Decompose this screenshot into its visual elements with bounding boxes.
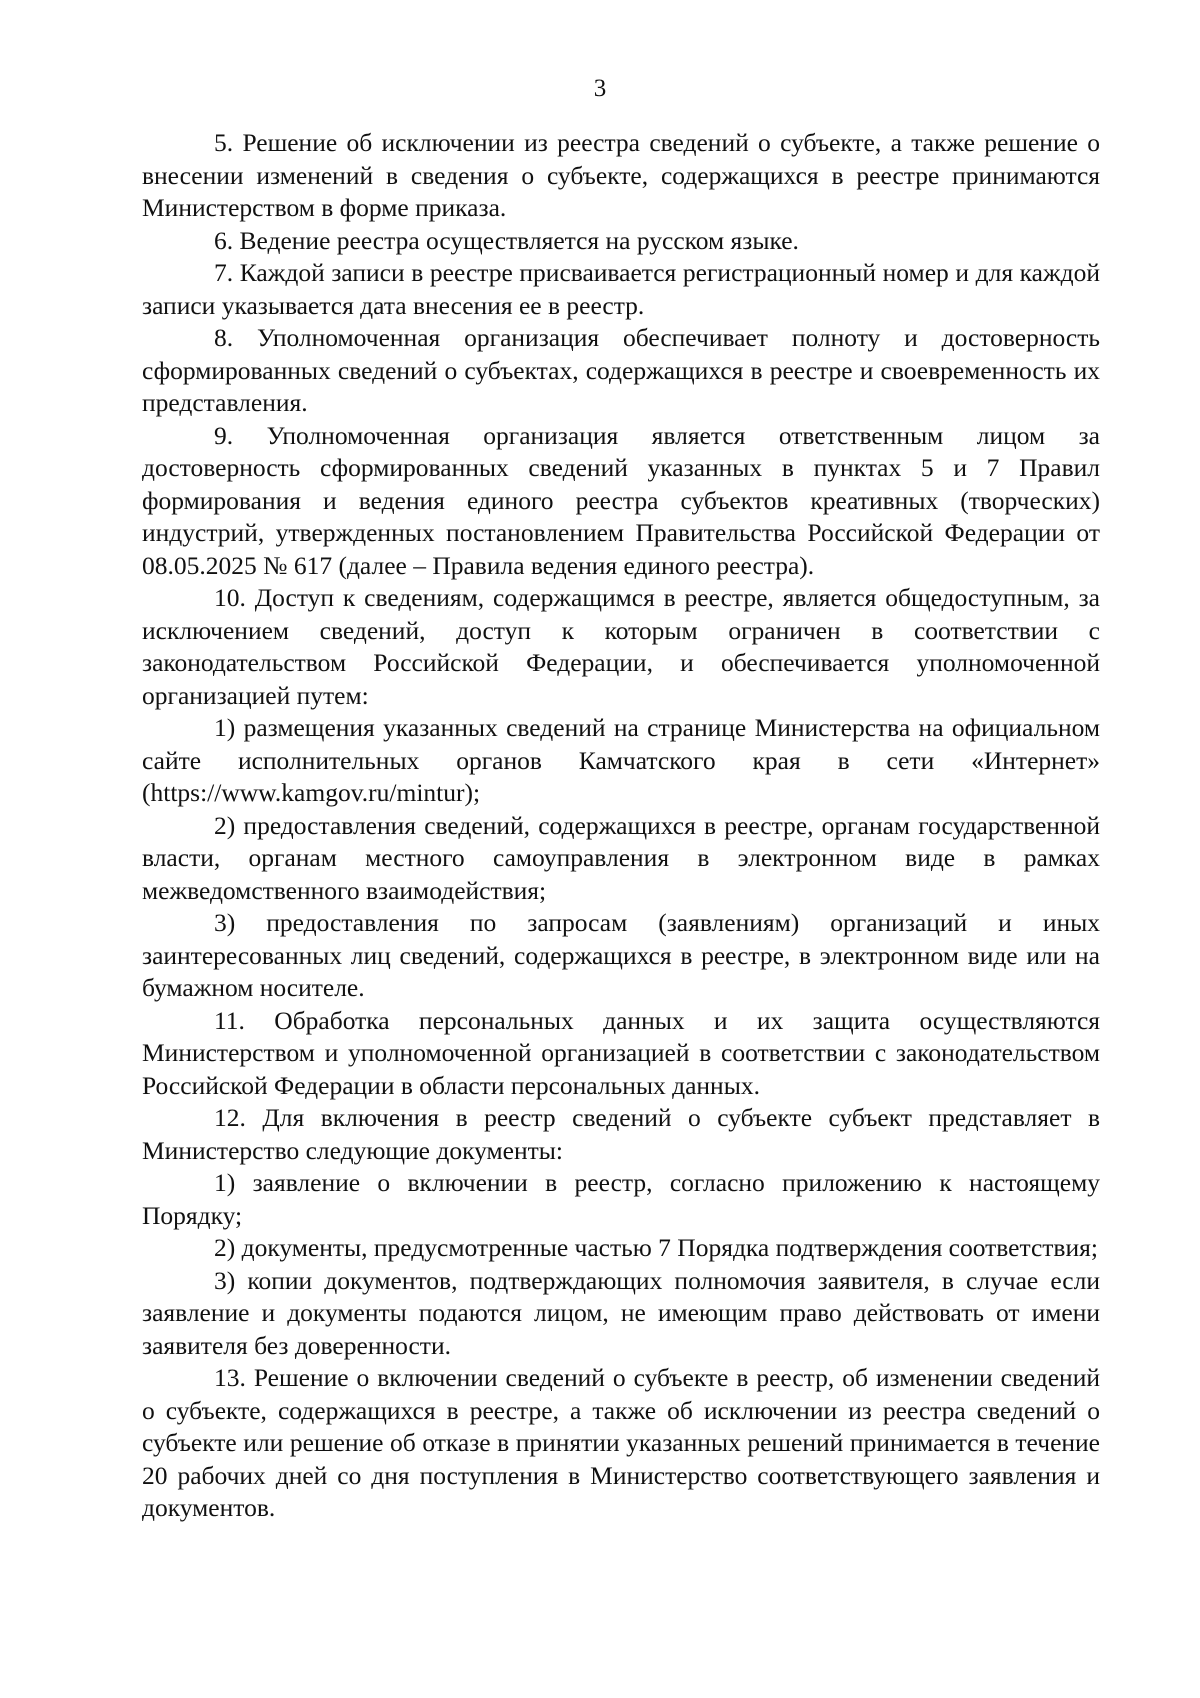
- paragraph-item-10: 10. Доступ к сведениям, содержащимся в реестре, является общедоступным, за исключением сведений, доступ к которым ограничен в соответствии с законодательством Российской Федерации, и обеспечивается уполномоченной организацией путем:: [142, 583, 1100, 710]
- subparagraph-12-1: 1) заявление о включении в реестр, согласно приложению к настоящему Порядку;: [142, 1168, 1100, 1230]
- paragraph-item-9: 9. Уполномоченная организация является ответственным лицом за достоверность сформированных сведений указанных в пунктах 5 и 7 Правил формирования и ведения единого реестра субъектов креативных (творческих) индустрий, утвержденных постановлением Правительства Российской Федерации от 08.05.2025 № 617 (далее – Правила ведения единого реестра).: [142, 420, 1100, 580]
- subparagraph-10-3: 3) предоставления по запросам (заявлениям) организаций и иных заинтересованных лиц сведений, содержащихся в реестре, в электронном виде или на бумажном носителе.: [142, 908, 1100, 1002]
- paragraph-item-12: 12. Для включения в реестр сведений о субъекте субъект представляет в Министерство следующие документы:: [142, 1103, 1100, 1165]
- paragraph-item-11: 11. Обработка персональных данных и их защита осуществляются Министерством и уполномоченной организацией в соответствии с законодательством Российской Федерации в области персональных данных.: [142, 1005, 1100, 1100]
- subparagraph-10-2: 2) предоставления сведений, содержащихся в реестре, органам государственной власти, органам местного самоуправления в электронном виде в рамках межведомственного взаимодействия;: [142, 810, 1100, 905]
- subparagraph-10-1: 1) размещения указанных сведений на странице Министерства на официальном сайте исполнительных органов Камчатского края в сети «Интернет» (https://www.kamgov.ru/mintur);: [142, 713, 1100, 807]
- subparagraph-12-2: 2) документы, предусмотренные частью 7 Порядка подтверждения соответствия;: [214, 1233, 1098, 1262]
- paragraph-item-7: 7. Каждой записи в реестре присваивается регистрационный номер и для каждой записи указывается дата внесения ее в реестр.: [142, 258, 1100, 320]
- subparagraph-12-3: 3) копии документов, подтверждающих полномочия заявителя, в случае если заявление и документы подаются лицом, не имеющим право действовать от имени заявителя без доверенности.: [142, 1265, 1100, 1360]
- paragraph-item-6: 6. Ведение реестра осуществляется на русском языке.: [214, 225, 799, 255]
- page-number: 3: [593, 75, 607, 102]
- paragraph-item-5: 5. Решение об исключении из реестра сведений о субъекте, а также решение о внесении изменений в сведения о субъекте, содержащихся в реестре принимаются Министерством в форме приказа.: [142, 128, 1100, 222]
- document-body: [142, 127, 1100, 1525]
- paragraph-item-8: 8. Уполномоченная организация обеспечивает полноту и достоверность сформированных сведений о субъектах, содержащихся в реестре и своевременность их представления.: [142, 323, 1100, 417]
- paragraph-item-13: 13. Решение о включении сведений о субъекте в реестр, об изменении сведений о субъекте, содержащихся в реестре, а также об исключении из реестра сведений о субъекте или решение об отказе в принятии указанных решений принимается в течение 20 рабочих дней со дня поступления в Министерство соответствующего заявления и документов.: [142, 1363, 1100, 1522]
